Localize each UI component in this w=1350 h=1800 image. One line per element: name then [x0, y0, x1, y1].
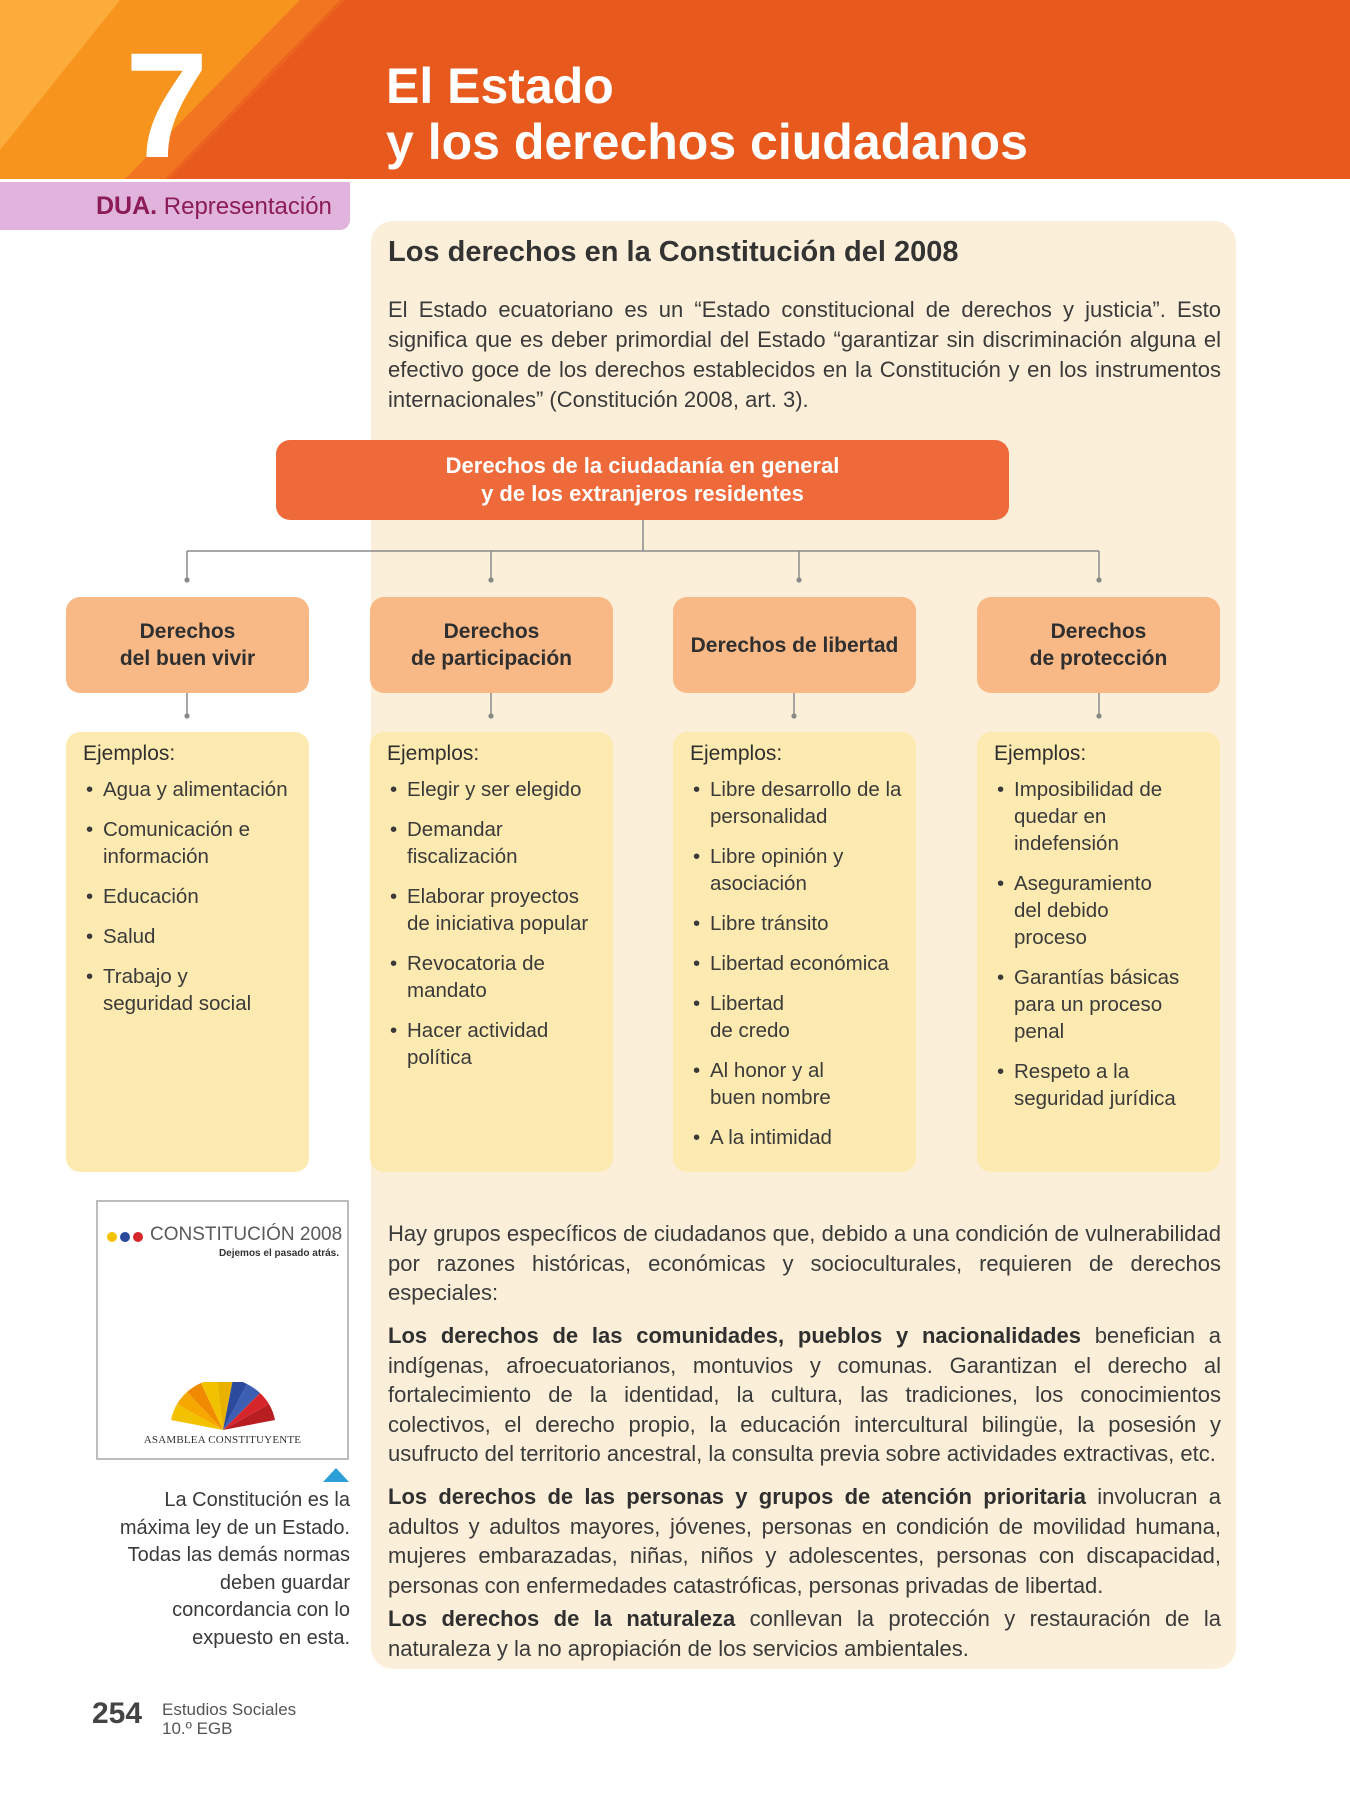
dua-label-strong: DUA. [96, 192, 158, 220]
list-item: • Libre tránsito [690, 910, 908, 937]
category-libertad [673, 597, 916, 693]
category-title-line1: Derechos [1050, 620, 1147, 643]
list-item: • Elaborar proyectos de iniciativa popular [387, 883, 605, 937]
chapter-number: 7 [125, 21, 209, 179]
footer-subject: Estudios Sociales [162, 1700, 297, 1719]
examples-label: Ejemplos: [994, 742, 1087, 765]
sunburst-logo-icon [168, 1382, 278, 1432]
chapter-title-line1: El Estado [386, 58, 614, 114]
page-number: 254 [92, 1697, 143, 1730]
examples-list [387, 776, 605, 1071]
constitution-subtitle: Dejemos el pasado atrás. [218, 1248, 339, 1259]
footer-info [162, 1700, 296, 1738]
examples-label: Ejemplos: [690, 742, 783, 765]
category-title-line1: Derechos [139, 620, 236, 643]
prioritaria-text: involucran a adultos y adultos mayores, jóvenes, personas en condición de movilidad humana, mujeres embarazadas, niñas, niños y adolescentes, personas con discapacidad, personas con enfermedades catastróficas, personas privadas de libertad. [388, 1484, 1221, 1598]
list-item: • Imposibilidad de quedar en indefensión [994, 776, 1212, 857]
list-item: • Revocatoria de mandato [387, 950, 557, 1004]
examples-libertad [673, 732, 916, 1172]
dua-tab [0, 182, 350, 230]
naturaleza-paragraph [388, 1604, 1221, 1663]
vulnerable-groups-paragraph: Hay grupos específicos de ciudadanos que, debido a una condición de vulnerabilidad por razones históricas, económicas y socioculturales, requieren de derechos especiales: [388, 1221, 1221, 1305]
examples-list [83, 776, 301, 1017]
naturaleza-text: conllevan la protección y restauración de la naturaleza y la no apropiación de los servicios ambientales. [388, 1606, 1221, 1661]
category-title-line1: Derechos de libertad [690, 633, 899, 657]
category-title-line2: de participación [410, 647, 573, 670]
list-item: • Comunicación e información [83, 816, 258, 870]
examples-label: Ejemplos: [83, 742, 176, 765]
list-item: • A la intimidad [690, 1124, 908, 1151]
examples-list [690, 776, 908, 1151]
category-title-line1: Derechos [443, 620, 540, 643]
naturaleza-heading: Los derechos de la naturaleza [388, 1606, 736, 1631]
list-item: • Aseguramiento del debido proceso [994, 870, 1184, 951]
dua-label-text: Representación [163, 193, 332, 220]
category-buen-vivir [66, 597, 309, 693]
list-item: • Educación [83, 883, 301, 910]
examples-label: Ejemplos: [387, 742, 480, 765]
chapter-title-line2: y los derechos ciudadanos [386, 114, 1028, 170]
chapter-header [0, 0, 1350, 179]
category-proteccion [977, 597, 1220, 693]
list-item: • Demandar fiscalización [387, 816, 527, 870]
list-item: • Salud [83, 923, 301, 950]
examples-buen-vivir [66, 732, 309, 1172]
list-item: • Libertad de credo [690, 990, 810, 1044]
constitution-cover-image [96, 1200, 349, 1460]
list-item: • Al honor y al buen nombre [690, 1057, 875, 1111]
comunidades-heading: Los derechos de las comunidades, pueblos y nacionalidades [388, 1323, 1081, 1348]
list-item: • Hacer actividad política [387, 1017, 567, 1071]
comunidades-paragraph [388, 1321, 1221, 1469]
list-item: • Garantías básicas para un proceso penal [994, 964, 1212, 1045]
category-title-line2: de protección [1029, 647, 1168, 670]
category-title-line2: del buen vivir [119, 647, 256, 670]
tricolor-dots-icon [106, 1230, 146, 1244]
list-item: • Libre desarrollo de la personalidad [690, 776, 908, 830]
footer-grade: 10.º EGB [162, 1719, 233, 1738]
examples-proteccion [977, 732, 1220, 1172]
list-item: • Agua y alimentación [83, 776, 301, 803]
prioritaria-paragraph [388, 1482, 1221, 1600]
constitution-title: CONSTITUCIÓN 2008 [150, 1224, 343, 1245]
category-participacion [370, 597, 613, 693]
intro-paragraph: El Estado ecuatoriano es un “Estado constitucional de derechos y justicia”. Esto significa que es deber primordial del Estado “garantizar sin discriminación alguna el efectivo goce de los derechos establecidos en la Constitución y en los instrumentos internacionales” (Constitución 2008, art. 3). [388, 297, 1221, 412]
list-item: • Libre opinión y asociación [690, 843, 855, 897]
comunidades-text: benefician a indígenas, afroecuatorianos, montuvios y comunas. Garantizan el derecho al fortalecimiento de la identidad, la cultura, las tradiciones, los conocimientos colectivos, el derecho propio, la educación intercultural bilingüe, la posesión y usufructo del territorio ancestral, la consulta previa sobre actividades extractivas, etc. [388, 1323, 1221, 1466]
list-item: • Libertad económica [690, 950, 908, 977]
diagram-root-line1: Derechos de la ciudadanía en general [445, 453, 840, 478]
diagram-root-line2: y de los extranjeros residentes [481, 481, 804, 506]
list-item: • Trabajo y seguridad social [83, 963, 273, 1017]
section-title: Los derechos en la Constitución del 2008 [388, 236, 959, 268]
image-caption: La Constitución es la máxima ley de un Estado. Todas las demás normas deben guardar concordancia con lo expuesto en esta. [119, 1489, 350, 1649]
examples-list [994, 776, 1212, 1112]
dua-label [96, 192, 332, 221]
prioritaria-heading: Los derechos de las personas y grupos de atención prioritaria [388, 1484, 1086, 1509]
caption-pointer-icon [323, 1468, 349, 1482]
list-item: • Respeto a la seguridad jurídica [994, 1058, 1212, 1112]
list-item: • Elegir y ser elegido [387, 776, 605, 803]
diagram-root-box [276, 440, 1009, 520]
examples-participacion [370, 732, 613, 1172]
constitution-organization: ASAMBLEA CONSTITUYENTE [143, 1434, 302, 1446]
chapter-title [386, 58, 1028, 170]
